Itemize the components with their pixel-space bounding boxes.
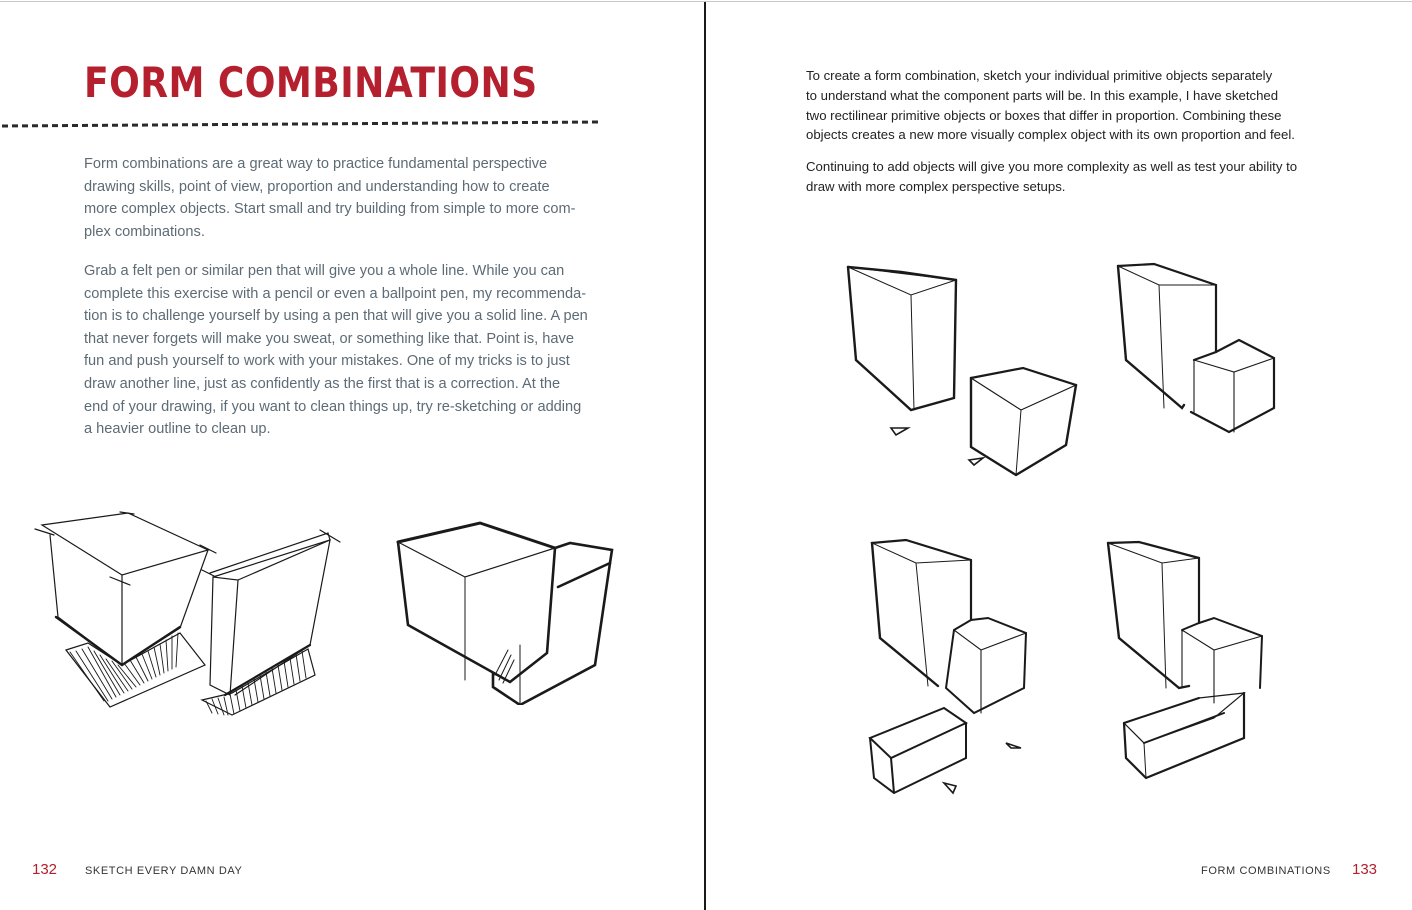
running-head: FORM COMBINATIONS xyxy=(1201,865,1331,877)
technique-paragraph xyxy=(84,260,608,441)
complexity-paragraph xyxy=(806,157,1326,197)
method-paragraph xyxy=(806,66,1326,145)
text-line: To create a form combination, sketch your individual primitive objects separately xyxy=(806,68,1273,83)
dashed-divider xyxy=(0,118,605,130)
page-title: FORM COMBINATIONS xyxy=(84,58,538,107)
text-line: more complex objects. Start small and try building from simple to more com- xyxy=(84,201,576,218)
sketch-final-combination xyxy=(1104,538,1274,788)
text-line: draw with more complex perspective setups. xyxy=(806,178,1066,194)
running-head: SKETCH EVERY DAMN DAY xyxy=(85,865,243,877)
text-line: tion is to challenge yourself by using a pen that will give you a solid line. A pen xyxy=(84,308,588,325)
text-line: that never forgets will make you sweat, or something like that. Point is, have xyxy=(84,330,574,347)
text-line: draw another line, just as confidently as the first that is a correction. At the xyxy=(84,375,561,392)
text-line: plex combinations. xyxy=(84,223,205,240)
sketch-two-boxes-shadows xyxy=(30,505,350,725)
text-line: Form combinations are a great way to practice fundamental perspective xyxy=(84,156,548,172)
text-line: a heavier outline to clean up. xyxy=(84,421,271,438)
sketch-separate-primitives xyxy=(836,260,1086,480)
text-line: objects creates a new more visually complex object with its own proportion and feel. xyxy=(806,127,1295,143)
right-page xyxy=(706,0,1412,910)
left-page xyxy=(0,0,704,910)
text-line: drawing skills, point of view, proportion and understanding how to create xyxy=(84,178,550,195)
text-line: fun and push yourself to work with your mistakes. One of my tricks is to just xyxy=(84,353,570,370)
text-line: two rectilinear primitive objects or boxes that differ in proportion. Combining these xyxy=(806,107,1282,123)
text-line: to understand what the component parts will be. In this example, I have sketched xyxy=(806,87,1279,103)
text-line: complete this exercise with a pencil or even a ballpoint pen, my recommenda- xyxy=(84,285,587,302)
page-number: 133 xyxy=(1352,861,1378,878)
intro-paragraph xyxy=(84,153,608,243)
text-line: end of your drawing, if you want to clean things up, try re-sketching or adding xyxy=(84,398,582,415)
sketch-combined-primitives xyxy=(1114,260,1294,440)
text-line: Grab a felt pen or similar pen that will give you a whole line. While you can xyxy=(84,263,565,279)
sketch-three-primitives xyxy=(856,538,1036,800)
page-number: 132 xyxy=(32,861,58,878)
text-line: Continuing to add objects will give you more complexity as well as test your ability to xyxy=(806,159,1298,174)
sketch-combined-box xyxy=(390,515,630,705)
